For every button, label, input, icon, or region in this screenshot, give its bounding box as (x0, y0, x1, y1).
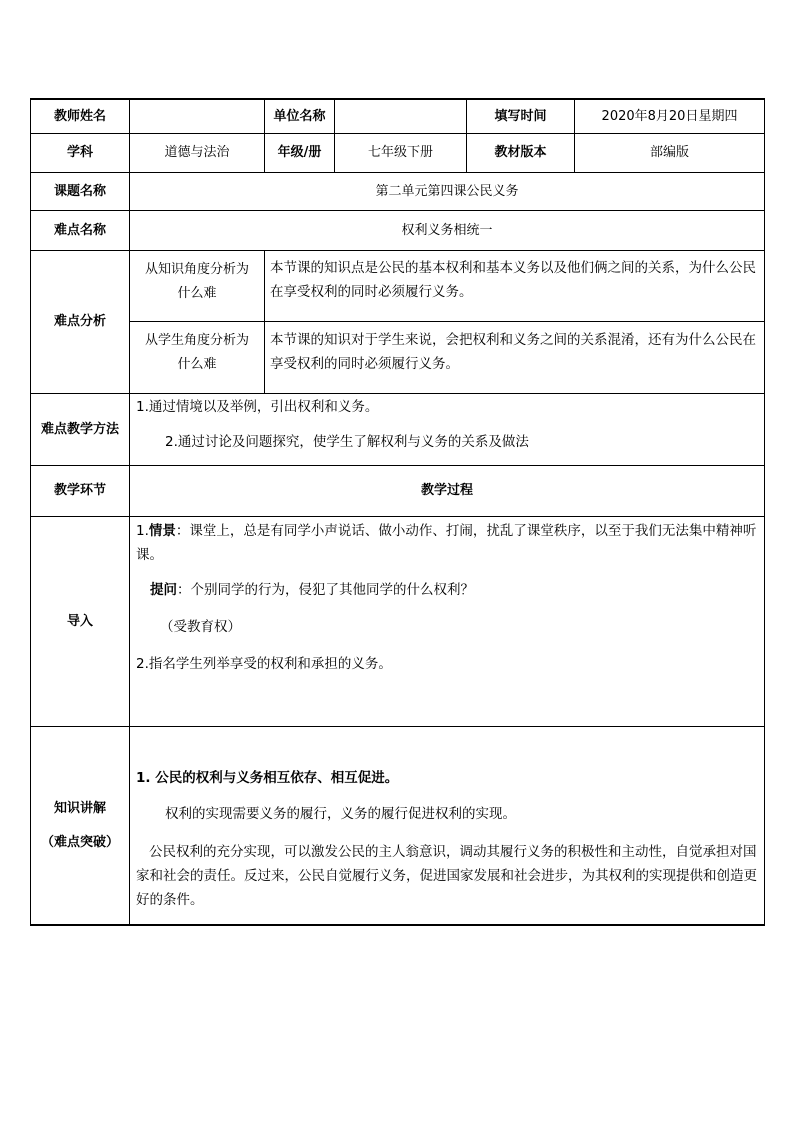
lesson-title-label: 课题名称 (53, 183, 106, 199)
grade-value: 七年级下册 (367, 145, 433, 160)
method-item-2: 2.通过讨论及问题探究，使学生了解权利与义务的关系及做法 (165, 434, 529, 450)
student-angle-label-line2: 什么难 (177, 357, 217, 372)
intro-scene (136, 519, 761, 567)
student-angle-text: 本节课的知识对于学生来说，会把权利和义务之间的关系混淆，还有为什么公民在享受权利的同时必须履行义务。 (270, 332, 756, 372)
knowledge-angle-label-line1: 从知识角度分析为 (144, 262, 249, 277)
intro-question (150, 578, 761, 602)
subject-label: 学科 (66, 145, 93, 160)
unit-name-label: 单位名称 (273, 108, 326, 124)
teacher-name-label: 教师姓名 (53, 108, 106, 124)
intro-scene-text: ：课堂上，总是有同学小声说话、做小动作、打闹，扰乱了课堂秩序，以至于我们无法集中精神听课。 (136, 523, 757, 563)
edition-label: 教材版本 (494, 145, 547, 160)
teaching-process-label: 教学过程 (420, 483, 473, 498)
row-divider (30, 726, 765, 727)
intro-item-2: 2.指名学生列举享受的权利和承担的义务。 (136, 656, 392, 672)
fill-date-value: 2020年8月20日星期四 (601, 108, 738, 124)
row-divider (129, 321, 765, 322)
method-item-1: 1.通过情境以及举例，引出权利和义务。 (136, 399, 379, 415)
knowledge-paragraph-2: 公民权利的充分实现，可以激发公民的主人翁意识，调动其履行义务的积极性和主动性，自觉承担对国家和社会的责任。反过来，公民自觉履行义务，促进国家发展和社会进步，为其权利的实现提供和创造更好的条件。 (136, 844, 757, 908)
knowledge-heading: 1. 公民的权利与义务相互依存、相互促进。 (136, 770, 399, 786)
difficulty-analysis-label: 难点分析 (53, 314, 106, 329)
row-divider (30, 516, 765, 517)
teaching-method-label: 难点教学方法 (40, 421, 119, 437)
edition-value: 部编版 (649, 145, 689, 160)
grade-label: 年级/册 (277, 145, 322, 160)
intro-label: 导入 (66, 613, 93, 629)
knowledge-explanation-label-line2: （难点突破） (40, 835, 119, 850)
intro-answer: （受教育权） (160, 619, 241, 635)
unit-name-value (335, 100, 466, 133)
teaching-stage-label: 教学环节 (53, 483, 106, 498)
knowledge-angle-label (130, 258, 264, 306)
difficulty-name-value: 权利义务相统一 (401, 222, 493, 238)
intro-question-text: ：个别同学的行为，侵犯了其他同学的什么权利？ (177, 582, 474, 598)
fill-date-label: 填写时间 (494, 108, 547, 124)
table-bottom-border (30, 924, 765, 926)
column-divider (264, 250, 265, 394)
knowledge-angle-text: 本节课的知识点是公民的基本权利和基本义务以及他们俩之间的关系，为什么公民在享受权利的同时必须履行义务。 (270, 260, 756, 300)
table-right-border (764, 98, 765, 926)
knowledge-explanation-label (31, 792, 129, 860)
intro-scene-label: 情景 (148, 523, 176, 539)
difficulty-name-label: 难点名称 (53, 222, 106, 238)
subject-value: 道德与法治 (164, 145, 230, 160)
teacher-name-value (130, 100, 264, 133)
student-angle-label (130, 329, 264, 377)
intro-scene-number: 1. (136, 523, 149, 539)
intro-question-label: 提问 (150, 582, 177, 598)
row-divider (30, 393, 765, 394)
lesson-title-value: 第二单元第四课公民义务 (375, 183, 519, 199)
knowledge-explanation-label-line1: 知识讲解 (53, 801, 106, 816)
knowledge-paragraph-1: 权利的实现需要义务的履行，义务的履行促进权利的实现。 (165, 806, 516, 822)
knowledge-angle-label-line2: 什么难 (177, 286, 217, 301)
row-divider (30, 250, 765, 251)
student-angle-label-line1: 从学生角度分析为 (144, 333, 249, 348)
